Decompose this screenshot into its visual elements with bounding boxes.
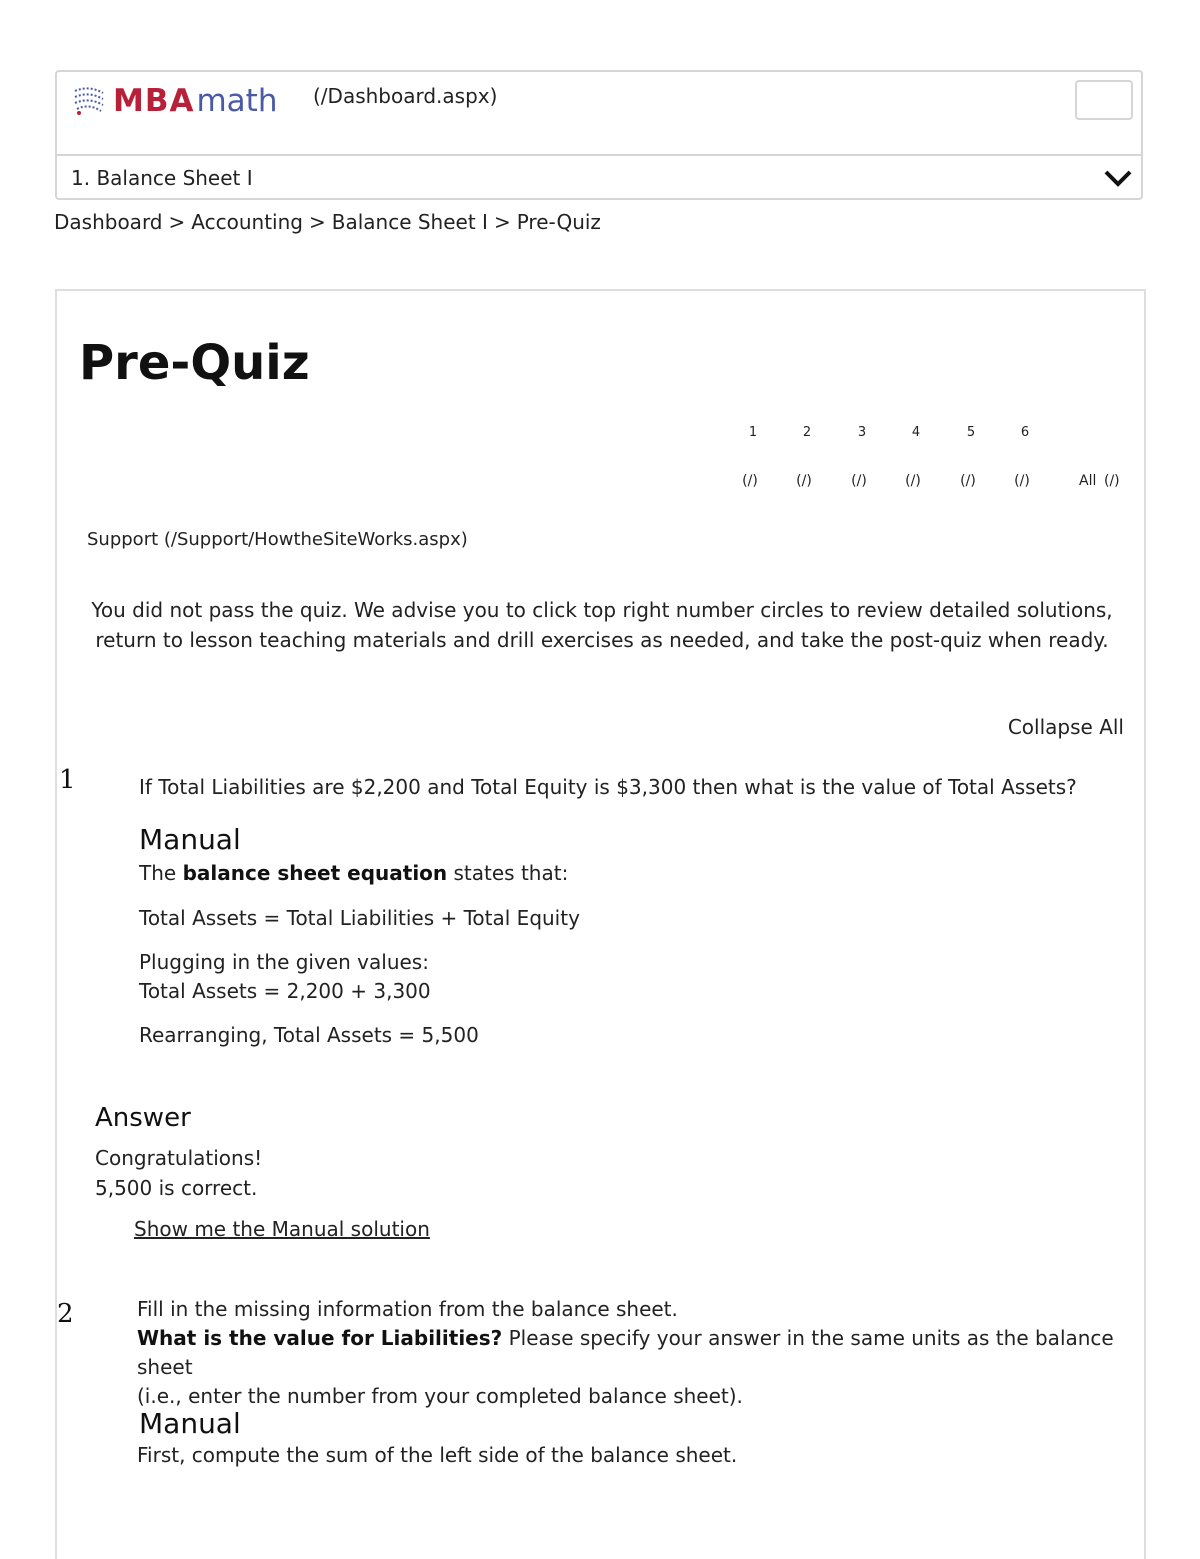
manual-heading: Manual bbox=[139, 823, 241, 856]
question-nav-number-2[interactable]: 2 bbox=[802, 425, 812, 440]
equation: Total Assets = Total Liabilities + Total Equity bbox=[139, 906, 580, 930]
question-nav-all-link[interactable]: (/) bbox=[1104, 473, 1120, 489]
manual-intro bbox=[139, 859, 568, 888]
plugging-label: Plugging in the given values: bbox=[139, 950, 429, 974]
question-nav-number-6[interactable]: 6 bbox=[1020, 425, 1030, 440]
breadcrumb-separator: > bbox=[168, 210, 186, 234]
show-solution-link[interactable]: Show me the Manual solution bbox=[134, 1217, 430, 1241]
question-text-line-2 bbox=[137, 1324, 1117, 1382]
menu-toggle-button[interactable] bbox=[1075, 80, 1133, 120]
question-nav-link-1[interactable]: (/) bbox=[742, 473, 758, 489]
question-nav-number-1[interactable]: 1 bbox=[748, 425, 758, 440]
site-header bbox=[55, 70, 1143, 200]
question-number: 1 bbox=[59, 765, 76, 795]
question-nav-link-3[interactable]: (/) bbox=[851, 473, 867, 489]
breadcrumb-dashboard[interactable]: Dashboard bbox=[54, 210, 163, 234]
question-nav-number-4[interactable]: 4 bbox=[911, 425, 921, 440]
question-text bbox=[137, 1295, 1117, 1411]
question-number: 2 bbox=[57, 1299, 74, 1329]
breadcrumb-separator: > bbox=[308, 210, 326, 234]
notice-line-1: You did not pass the quiz. We advise you to click top right number circles to review detailed solutions, bbox=[91, 598, 1113, 622]
chevron-down-icon bbox=[1103, 167, 1133, 189]
logo-swirl-icon bbox=[71, 83, 107, 119]
support-link[interactable]: Support (/Support/HowtheSiteWorks.aspx) bbox=[87, 529, 468, 550]
logo-mba-text: MBA bbox=[113, 83, 195, 119]
breadcrumb-separator: > bbox=[493, 210, 511, 234]
answer-heading: Answer bbox=[95, 1103, 191, 1133]
manual-intro: First, compute the sum of the left side of the balance sheet. bbox=[137, 1443, 738, 1467]
manual-intro-pre: The bbox=[139, 861, 183, 885]
question-text: If Total Liabilities are $2,200 and Total Equity is $3,300 then what is the value of Total Assets? bbox=[139, 775, 1077, 799]
notice-line-2: return to lesson teaching materials and drill exercises as needed, and take the post-quiz when ready. bbox=[95, 628, 1109, 652]
question-nav bbox=[733, 425, 1133, 495]
answer-line-1: Congratulations! bbox=[95, 1146, 263, 1170]
mbamath-logo[interactable] bbox=[71, 78, 277, 124]
quiz-panel bbox=[55, 289, 1146, 1559]
question-text-line-3: (i.e., enter the number from your completed balance sheet). bbox=[137, 1384, 743, 1408]
manual-intro-post: states that: bbox=[447, 861, 569, 885]
dashboard-link[interactable]: (/Dashboard.aspx) bbox=[313, 84, 498, 108]
question-nav-link-5[interactable]: (/) bbox=[960, 473, 976, 489]
breadcrumb bbox=[54, 210, 607, 234]
logo-math-text: math bbox=[196, 83, 278, 119]
brand-row bbox=[57, 72, 1141, 154]
question-text-after-bold: Please specify your answer in the same units as the balance sheet bbox=[137, 1326, 1114, 1379]
breadcrumb-accounting[interactable]: Accounting bbox=[191, 210, 303, 234]
rearranging-result: Rearranging, Total Assets = 5,500 bbox=[139, 1023, 479, 1047]
manual-intro-bold: balance sheet equation bbox=[182, 861, 448, 885]
question-nav-link-6[interactable]: (/) bbox=[1014, 473, 1030, 489]
question-nav-link-2[interactable]: (/) bbox=[796, 473, 812, 489]
lesson-select[interactable] bbox=[57, 154, 1141, 200]
question-nav-link-4[interactable]: (/) bbox=[905, 473, 921, 489]
breadcrumb-pre-quiz: Pre-Quiz bbox=[516, 210, 601, 234]
question-nav-number-5[interactable]: 5 bbox=[966, 425, 976, 440]
lesson-select-value: 1. Balance Sheet I bbox=[71, 166, 253, 190]
plugging-values: Total Assets = 2,200 + 3,300 bbox=[139, 979, 431, 1003]
quiz-result-notice bbox=[87, 595, 1117, 655]
question-nav-number-3[interactable]: 3 bbox=[857, 425, 867, 440]
question-text-line-1: Fill in the missing information from the balance sheet. bbox=[137, 1297, 678, 1321]
answer-line-2: 5,500 is correct. bbox=[95, 1176, 258, 1200]
question-nav-all[interactable]: All bbox=[1079, 473, 1097, 489]
question-text-bold: What is the value for Liabilities? bbox=[137, 1326, 503, 1350]
collapse-all-button[interactable]: Collapse All bbox=[1007, 715, 1124, 739]
breadcrumb-balance-sheet[interactable]: Balance Sheet I bbox=[331, 210, 488, 234]
page-title: Pre-Quiz bbox=[79, 335, 310, 391]
manual-heading: Manual bbox=[139, 1407, 241, 1440]
